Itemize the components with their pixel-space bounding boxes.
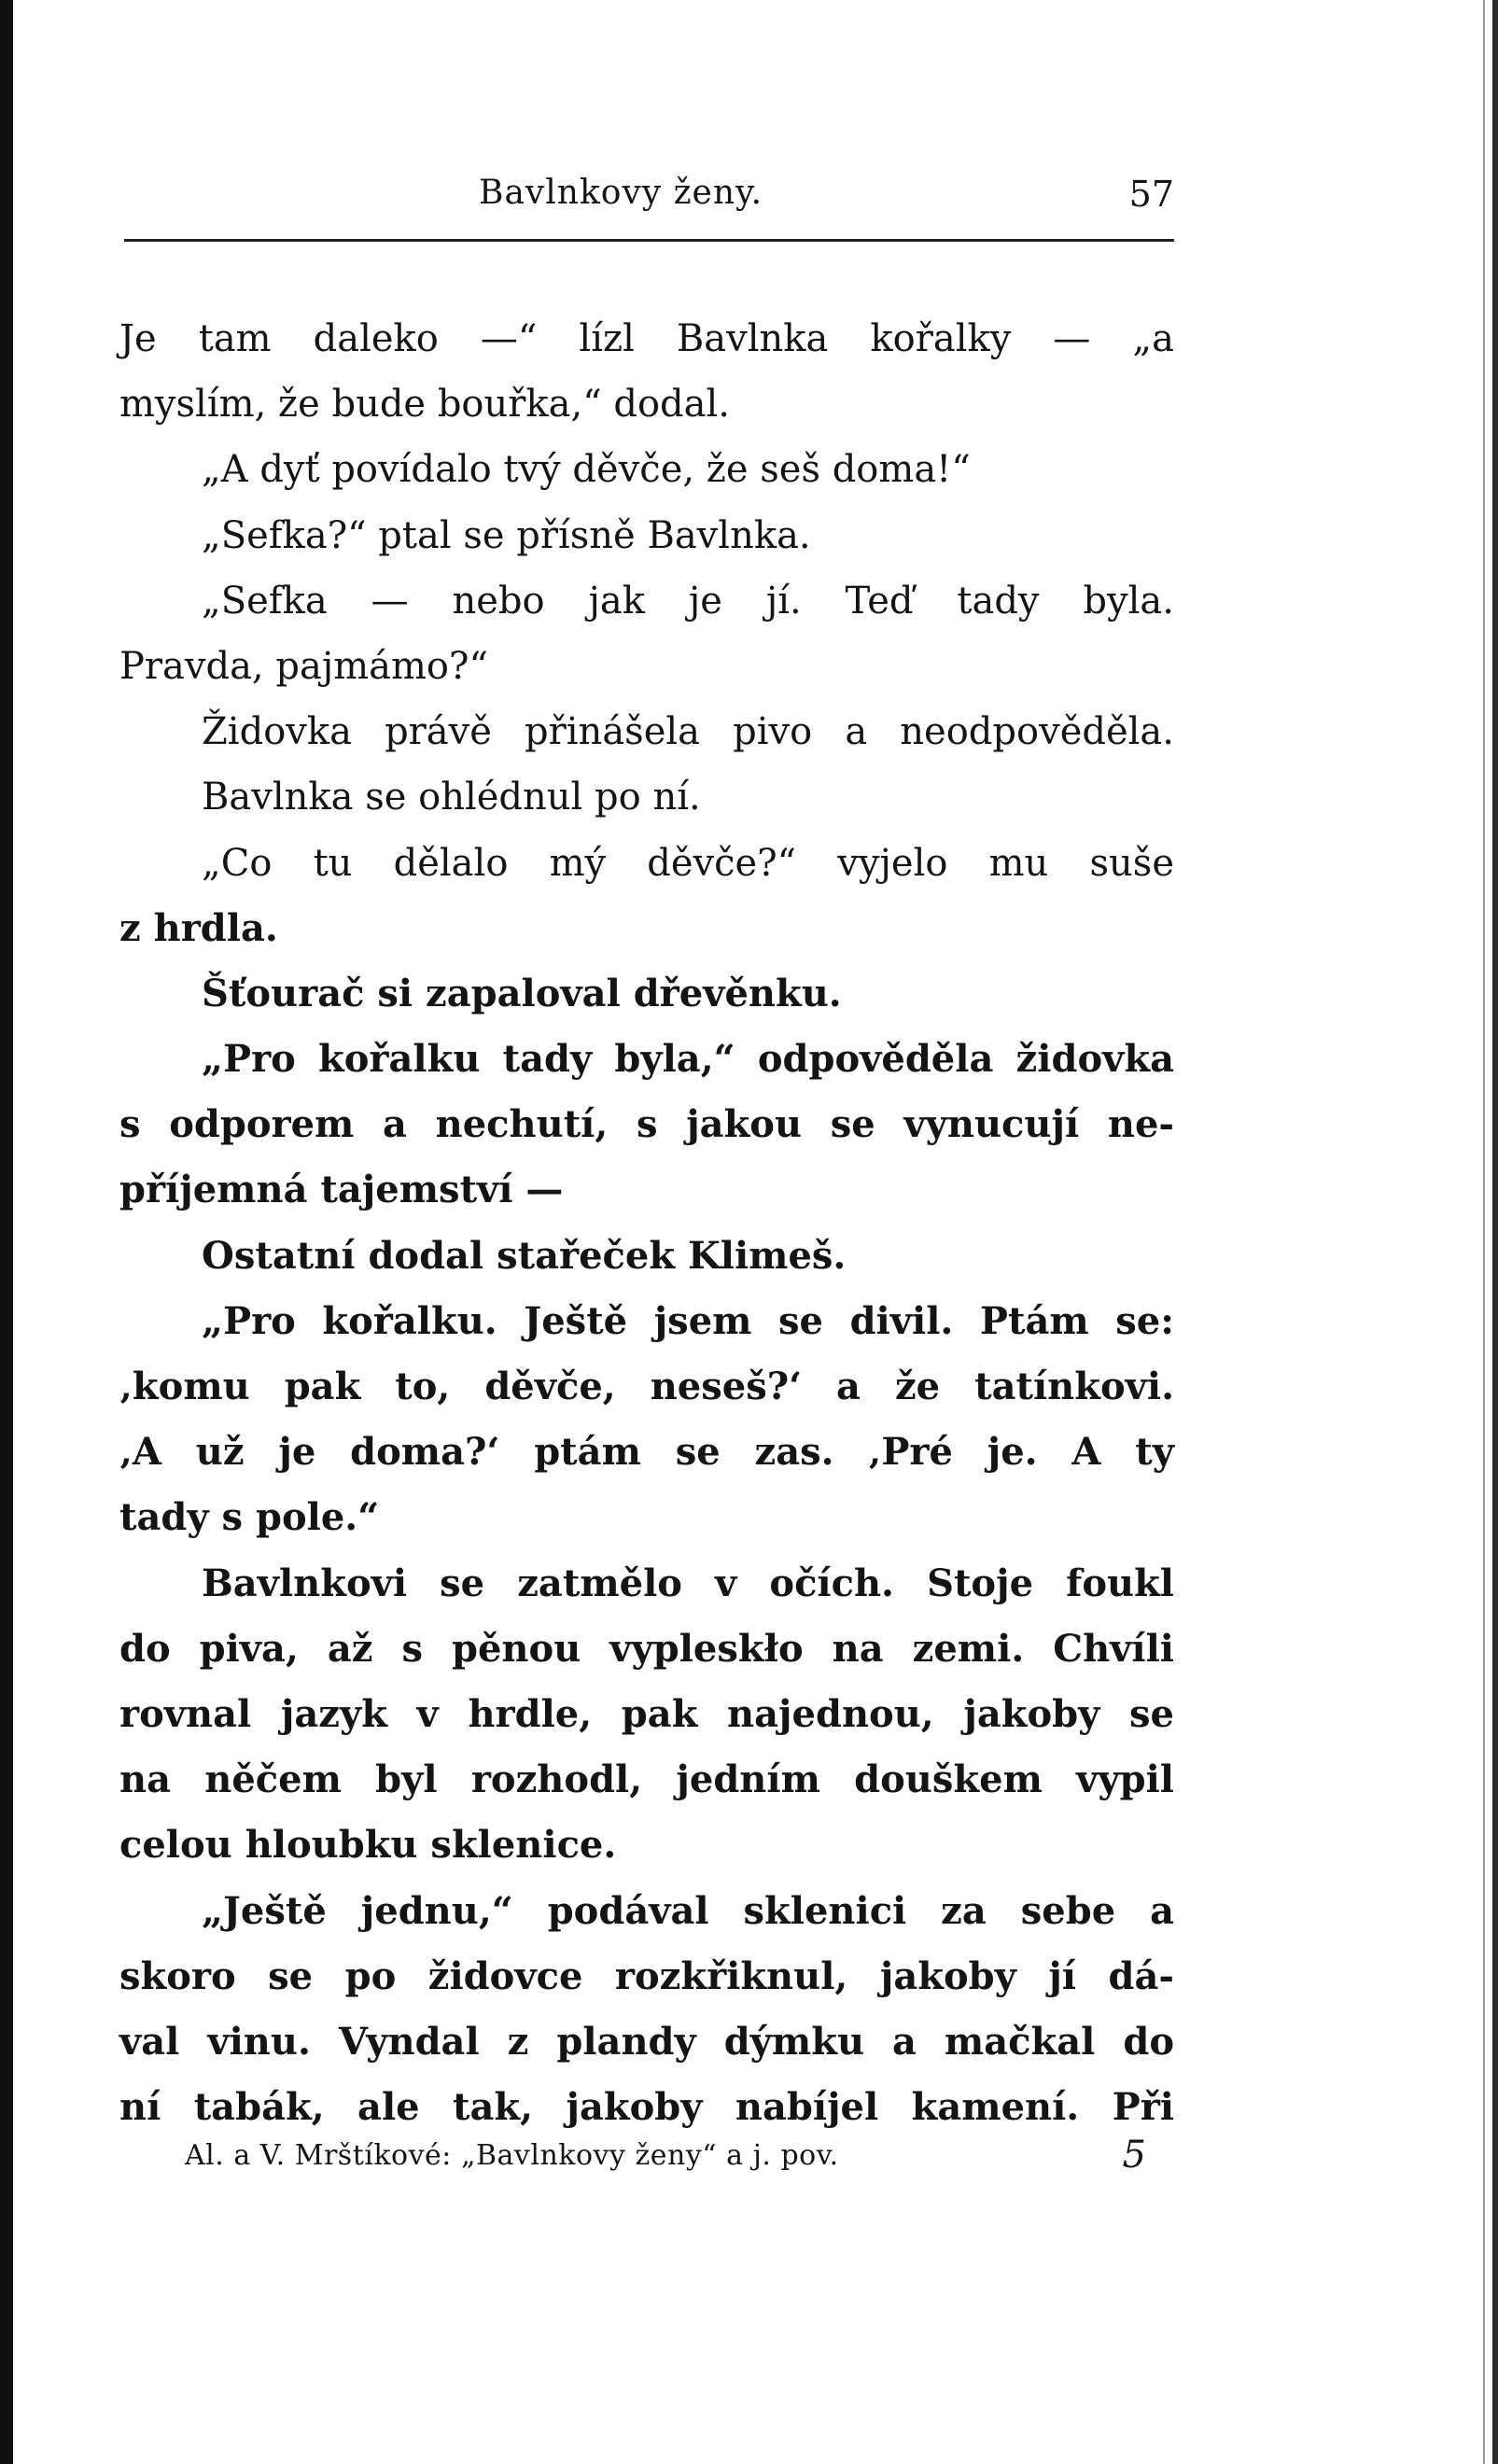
text-line: do piva, až s pěnou vypleskło na zemi. Chvíli	[119, 1626, 1174, 1671]
text-line: Židovka právě přinášela pivo a neodpověděla.	[202, 710, 1174, 754]
text-line: „Ještě jednu,“ podával sklenici za sebe a	[202, 1888, 1174, 1933]
text-line: na něčem byl rozhodl, jedním douškem vypil	[119, 1757, 1174, 1802]
text-line: tady s pole.“	[119, 1495, 380, 1540]
text-line: „Sefka — nebo jak je jí. Teď tady byla.	[202, 579, 1174, 623]
scan-left-border	[0, 0, 13, 2464]
header-rule	[124, 239, 1174, 242]
text-line: „Pro kořalku tady byla,“ odpověděla židovka	[202, 1037, 1174, 1082]
page-header	[119, 174, 1174, 226]
text-line: z hrdla.	[119, 905, 278, 950]
text-line: ní tabák, ale tak, jakoby nabíjel kamení. Při	[119, 2085, 1174, 2130]
text-line: Ostatní dodal stařeček Klimeš.	[202, 1233, 847, 1278]
text-line: Je tam daleko —“ lízl Bavlnka kořalky — „a	[119, 317, 1174, 360]
text-line: příjemná tajemství —	[119, 1168, 564, 1212]
text-line: ‚komu pak to, děvče, neseš?‘ a že tatínkovi.	[119, 1365, 1174, 1408]
scan-right-border	[1492, 0, 1498, 2464]
text-line: s odporem a nechutí, s jakou se vynucují ne-	[119, 1102, 1174, 1147]
page-footer	[185, 2134, 1146, 2186]
text-line: „A dyť povídalo tvý děvče, že seš doma!“	[202, 448, 971, 492]
text-line: Pravda, pajmámo?“	[119, 644, 488, 688]
text-line: „Sefka?“ ptal se přísně Bavlnka.	[202, 513, 811, 557]
text-line: skoro se po židovce rozkřiknul, jakoby jí dá-	[119, 1953, 1174, 1998]
text-line: Bavlnkovi se zatmělo v očích. Stoje foukl	[202, 1561, 1174, 1605]
text-line: celou hloubku sklenice.	[119, 1823, 617, 1868]
text-line: myslím, že bude bouřka,“ dodal.	[119, 383, 731, 427]
text-line: Bavlnka se ohlédnul po ní.	[202, 776, 701, 819]
book-page	[119, 0, 1174, 2464]
text-line: ‚A už je doma?‘ ptám se zas. ‚Pré je. A ty	[119, 1430, 1174, 1475]
signature-mark: 5	[1122, 2134, 1146, 2177]
scan-right-edge-line	[1483, 0, 1485, 2464]
text-line: Šťourač si zapaloval dřevěnku.	[202, 971, 842, 1015]
text-line: „Co tu dělalo mý děvče?“ vyjelo mu suše	[202, 841, 1174, 885]
body-text	[119, 306, 1174, 2140]
signature-line: Al. a V. Mrštíkové: „Bavlnkovy ženy“ a j. pov.	[185, 2139, 839, 2172]
running-title: Bavlnkovy ženy.	[479, 174, 763, 212]
text-line: „Pro kořalku. Ještě jsem se divil. Ptám se:	[202, 1298, 1174, 1343]
text-line: val vinu. Vyndal z plandy dýmku a mačkal do	[119, 2019, 1174, 2064]
text-line: rovnal jazyk v hrdle, pak najednou, jakoby se	[119, 1691, 1174, 1736]
page-number: 57	[1128, 174, 1174, 215]
